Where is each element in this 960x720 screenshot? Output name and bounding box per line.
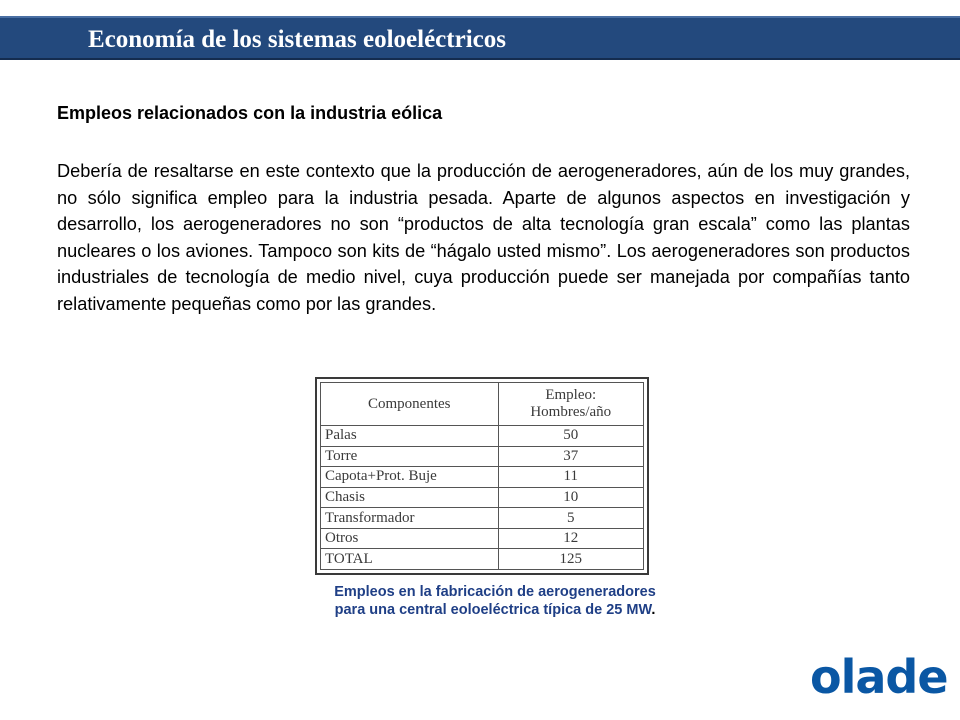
employment-table [320, 382, 644, 570]
row-value: 11 [498, 467, 643, 488]
row-component: Capota+Prot. Buje [321, 467, 499, 488]
section-subtitle: Empleos relacionados con la industria eólica [57, 103, 443, 123]
table-row [321, 487, 644, 508]
row-component: TOTAL [321, 549, 499, 570]
row-component: Torre [321, 446, 499, 467]
row-component: Otros [321, 528, 499, 549]
header-empleo [498, 383, 643, 426]
olade-logo: olade [810, 650, 948, 704]
row-value: 50 [498, 426, 643, 447]
caption-line-1: Empleos en la fabricación de aerogeneradores [334, 584, 656, 600]
table-row [321, 446, 644, 467]
table-row [321, 528, 644, 549]
table-row [321, 508, 644, 529]
row-value: 12 [498, 528, 643, 549]
header-bar [0, 16, 960, 60]
employment-table-frame [315, 377, 649, 575]
row-component: Transformador [321, 508, 499, 529]
table-caption [290, 583, 700, 619]
row-component: Chasis [321, 487, 499, 508]
header-empleo-text: Empleo: Hombres/año [530, 387, 612, 420]
table-row [321, 467, 644, 488]
table-header-row [321, 383, 644, 426]
row-value: 10 [498, 487, 643, 508]
row-value: 125 [498, 549, 643, 570]
caption-period: . [651, 602, 656, 618]
caption-line-2-text: para una central eoloeléctrica típica de 25 MW [334, 602, 652, 618]
header-componentes: Componentes [321, 383, 499, 426]
row-component: Palas [321, 426, 499, 447]
slide-title: Economía de los sistemas eoloeléctricos [88, 26, 506, 53]
table-row [321, 426, 644, 447]
table-row-total [321, 549, 644, 570]
body-paragraph: Debería de resaltarse en este contexto que la producción de aerogeneradores, aún de los muy grandes, no sólo significa empleo para la industria pesada. Aparte de algunos aspectos en investigación y desarrollo, los aerogeneradores no son “productos de alta tecnología gran escala” como las plantas nucleares o los aviones. Tampoco son kits de “hágalo usted mismo”. Los aerogeneradores son productos industriales de tecnología de medio nivel, cuya producción puede ser manejada por compañías tanto relativamente pequeñas como por las grandes. [57, 161, 910, 314]
row-value: 37 [498, 446, 643, 467]
caption-line-2 [290, 601, 700, 619]
row-value: 5 [498, 508, 643, 529]
